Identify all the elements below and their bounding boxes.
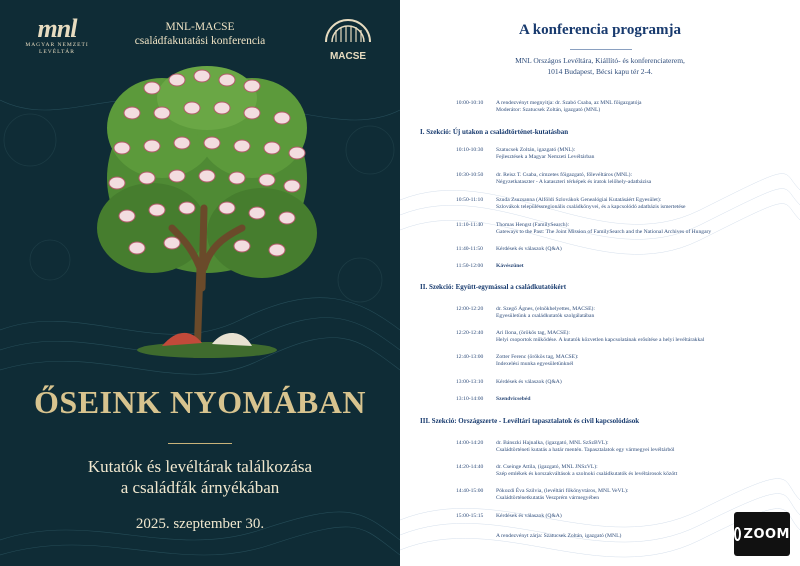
agenda-item: 10:10-10:30 Szatucsek Zoltán, igazgató (MNL): Fejlesztések a Magyar Nemzeti Levéltárban — [456, 147, 595, 161]
mnl-logo — [18, 16, 96, 56]
mnl-logo-line2: LEVÉLTÁR — [39, 49, 75, 55]
subtitle-line2: a családfák árnyékában — [120, 478, 280, 497]
event-date: 2025. szeptember 30. — [135, 516, 265, 532]
program-title: A konferencia programja — [519, 22, 681, 38]
section-3-title: III. Szekció: Országszerte - Levéltári tapasztalatok és civil kapcsolódások — [420, 417, 640, 425]
title-divider — [168, 443, 232, 444]
agenda-item: 10:30-10:50 dr. Reisz T. Csaba, címzetes főigazgató, főlevéltáros (MNL): Négyzetkataszter - A kataszteri térképek és iratok lelőhely-adatbázisa — [456, 172, 652, 186]
header-line2: családfakutatási konferencia — [134, 35, 266, 47]
section-1-title: I. Szekció: Új utakon a családtörténet-kutatásban — [420, 128, 569, 136]
mnl-logo-line1: MAGYAR NEMZETI — [25, 42, 89, 48]
agenda-item: 12:00-12:20 dr. Szegő Ágnes, (elnökhelyettes, MACSE): Egyesületünk a családkutatók szolgálatában — [456, 306, 595, 320]
venue-line1: MNL Országos Levéltára, Kiállító- és konferenciaterem, — [515, 56, 685, 65]
zoom-badge-text: ZOOM — [743, 526, 790, 542]
agenda-item: 14:40-15:00 Pókozdi Éva Szilvia, (levéltári főkönyvtáros, MNL VeVL): Családtörténetkutatás Veszprém vármegyében — [456, 488, 629, 502]
mnl-logo-mark: mnl — [37, 14, 77, 43]
agenda-item: 12:40-13:00 Zotter Ferenc (örökös tag, MACSE): Indexelési munka egyesületünknél — [456, 354, 579, 368]
agenda-item: 12:20-12:40 Ari Ilona, (örökös tag, MACSE): Helyi csoportok működése. A kutatók közvetlen kapcsolatának erősítése a helyi levéltárakkal — [456, 330, 705, 344]
agenda-item: 11:10-11:40 Thomas Hengst (FamilySearch): Gateways to the Past: The Joint Mission of FamilySearch and the National Archives of Hungary — [456, 222, 712, 236]
subtitle-line1: Kutatók és levéltárak találkozása — [87, 457, 313, 476]
magnifier-icon — [734, 527, 741, 541]
agenda-line2: Moderátor: Szatucsek Zoltán, igazgató (MNL) — [496, 107, 601, 114]
subtitle — [20, 456, 380, 498]
agenda-line1: A rendezvényt megnyitja: dr. Szabó Csaba, az MNL főigazgatója — [496, 100, 642, 106]
agenda-item: 13:00-13:10 Kérdések és válaszok (Q&A) — [456, 379, 562, 385]
program-panel — [400, 0, 800, 566]
zoom-badge[interactable] — [734, 512, 790, 556]
conference-header — [110, 20, 290, 48]
family-tree-illustration — [92, 58, 322, 358]
agenda-break: 13:10-14:00 Szendvicsebéd — [456, 396, 531, 402]
agenda-opening — [456, 100, 796, 114]
agenda-item: 11:40-11:50 Kérdések és válaszok (Q&A) — [456, 246, 562, 252]
agenda — [400, 0, 800, 566]
agenda-item: 15:00-15:15 Kérdések és válaszok (Q&A) — [456, 513, 562, 519]
agenda-break: 11:50-12:00 Kávészünet — [456, 263, 524, 269]
closing-note: A rendezvényt zárja: Szatucsek Zoltán, igazgató (MNL) — [496, 533, 622, 539]
agenda-item: 14:20-14:40 dr. Cseinge Attila, (igazgató, MNL JNSzVL): Szép emlékek és korszakváltások a szolnoki családkutatók és levéltárosok között — [456, 464, 678, 478]
macse-emblem-icon — [322, 16, 374, 44]
agenda-time: 10:00-10:10 — [456, 100, 484, 106]
agenda-item: 10:50-11:10 Szuda Zsuzsanna (Alföldi Szlovákok Genealógiai Kutatásáért Egyesület): Szlovákok településsregionális családkönyvei, és a kapcsolódó adatbázis ismertetése — [456, 197, 686, 211]
section-2-title: II. Szekció: Együtt-egymással a családkutatókért — [420, 283, 567, 291]
main-title: ŐSEINK NYOMÁBAN — [34, 384, 366, 420]
venue-line2: 1014 Budapest, Bécsi kapu tér 2-4. — [547, 66, 653, 76]
agenda-item: 14:00-14:20 dr. Bánszki Hajnalka, (igazgató, MNL SzSzBVL): Családtörténeti kutatás a határ mentén. Tapasztalatok egy vármegyei levéltárból — [456, 440, 675, 454]
macse-logo-name: MACSE — [329, 51, 367, 62]
header-line1: MNL-MACSE — [165, 21, 235, 33]
macse-logo — [316, 16, 380, 62]
